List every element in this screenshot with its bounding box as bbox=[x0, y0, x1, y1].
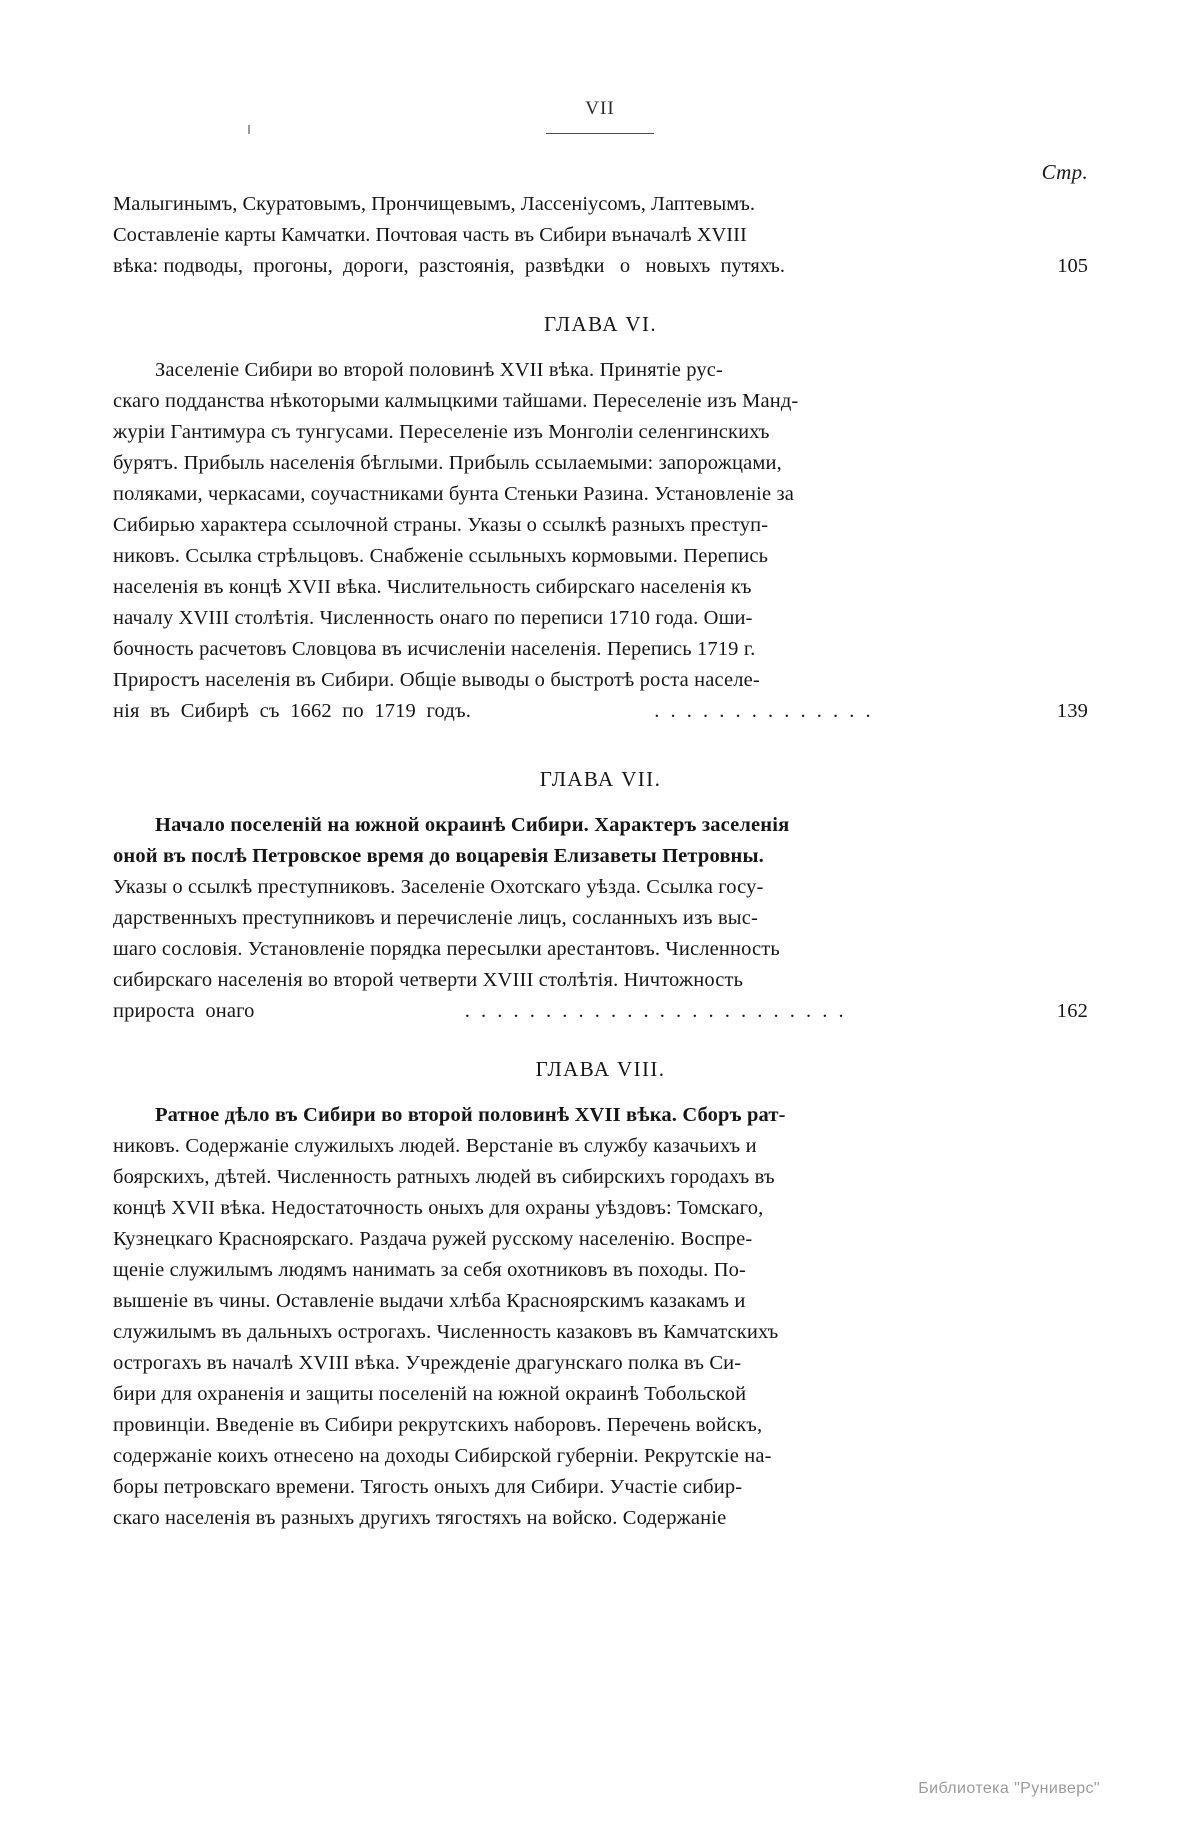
toc-line: бири для охраненія и защиты поселеній на южной окраинѣ Тобольской bbox=[113, 1383, 747, 1405]
toc-line: провинціи. Введеніе въ Сибири рекрутскихъ наборовъ. Перечень войскъ, bbox=[113, 1414, 763, 1436]
toc-line: Составленіе карты Камчатки. Почтовая часть въ Сибири въначалѣ XVIII bbox=[113, 224, 747, 246]
page-folio: VII bbox=[585, 98, 615, 119]
toc-line: бурятъ. Прибыль населенія бѣглыми. Прибыль ссылаемыми: запорожцами, bbox=[113, 452, 782, 474]
toc-line: вышеніе въ чины. Оставленіе выдачи хлѣба Красноярскимъ казакамъ и bbox=[113, 1290, 746, 1312]
toc-line: боярскихъ, дѣтей. Численность ратныхъ людей въ сибирскихъ городахъ въ bbox=[113, 1166, 775, 1188]
toc-line-text: прироста онаго bbox=[113, 1000, 255, 1022]
toc-entry-chapter-vi bbox=[113, 355, 1088, 727]
toc-line-text: нія въ Сибирѣ съ 1662 по 1719 годъ. bbox=[113, 700, 471, 722]
library-watermark: Библиотека "Руниверс" bbox=[918, 1780, 1100, 1797]
toc-line: Малыгинымъ, Скуратовымъ, Прончищевымъ, Лассеніусомъ, Лаптевымъ. bbox=[113, 193, 755, 215]
toc-line: никовъ. Ссылка стрѣльцовъ. Снабженіе ссыльныхъ кормовыми. Перепись bbox=[113, 545, 769, 567]
toc-leader-dots: . . . . . . . . . . . . . . bbox=[654, 700, 874, 722]
toc-line: скаго подданства нѣкоторыми калмыцкими тайшами. Переселеніе изъ Манд- bbox=[113, 390, 799, 412]
toc-line: содержаніе коихъ отнесено на доходы Сибирской губерніи. Рекрутскіе на- bbox=[113, 1445, 772, 1467]
toc-line: бочность расчетовъ Словцова въ исчисленіи населенія. Перепись 1719 г. bbox=[113, 638, 756, 660]
toc-line: поляками, черкасами, соучастниками бунта Стеньки Разина. Установленіе за bbox=[113, 483, 794, 505]
chapter-heading-vii: ГЛАВА VII. bbox=[539, 767, 662, 791]
toc-line: Кузнецкаго Красноярскаго. Раздача ружей русскому населенію. Воспре- bbox=[113, 1228, 753, 1250]
column-header-page: Стр. bbox=[1041, 160, 1088, 184]
toc-line: острогахъ въ началѣ XVIII вѣка. Учрежденіе драгунскаго полка въ Си- bbox=[113, 1352, 742, 1374]
chapter-heading-vi: ГЛАВА VI. bbox=[543, 312, 658, 336]
toc-line: оной въ послѣ Петровское время до воцаревія Елизаветы Петровны. bbox=[113, 845, 764, 867]
toc-line-with-pageref bbox=[113, 696, 1088, 727]
toc-line: боры петровскаго времени. Тягость оныхъ для Сибири. Участіе сибир- bbox=[113, 1476, 743, 1498]
toc-page-number: 162 bbox=[1056, 1000, 1088, 1022]
toc-line: шаго сословія. Установленіе порядка пересылки арестантовъ. Численность bbox=[113, 938, 780, 960]
table-of-contents bbox=[113, 160, 1088, 1534]
toc-page-number: 105 bbox=[1057, 255, 1088, 277]
toc-line: журіи Гантимура съ тунгусами. Переселеніе изъ Монголіи селенгинскихъ bbox=[113, 421, 770, 443]
toc-line: дарственныхъ преступниковъ и перечисленіе лицъ, сосланныхъ изъ выс- bbox=[113, 907, 758, 929]
toc-page-number: 139 bbox=[1056, 700, 1088, 722]
toc-line-with-pageref bbox=[113, 996, 1088, 1027]
toc-line: служилымъ въ дальныхъ острогахъ. Численность казаковъ въ Камчатскихъ bbox=[113, 1321, 779, 1343]
toc-entry-intro bbox=[113, 189, 1088, 282]
toc-line: концѣ XVII вѣка. Недостаточность оныхъ для охраны уѣздовъ: Томскаго, bbox=[113, 1197, 764, 1219]
toc-line: скаго населенія въ разныхъ другихъ тягостяхъ на войско. Содержаніе bbox=[113, 1507, 727, 1529]
toc-line: началу XVIII столѣтія. Численность онаго по переписи 1710 года. Оши- bbox=[113, 607, 753, 629]
toc-line: Начало поселеній на южной окраинѣ Сибири. Характеръ заселенія bbox=[155, 814, 790, 836]
chapter-heading-viii: ГЛАВА VIII. bbox=[535, 1057, 666, 1081]
toc-line: Заселеніе Сибири во второй половинѣ XVII вѣка. Принятіе рус- bbox=[155, 359, 724, 381]
toc-line: щеніе служилымъ людямъ нанимать за себя охотниковъ въ походы. По- bbox=[113, 1259, 747, 1281]
toc-line: никовъ. Содержаніе служилыхъ людей. Верстаніе въ службу казачьихъ и bbox=[113, 1135, 757, 1157]
toc-line: Приростъ населенія въ Сибири. Общіе выводы о быстротѣ роста населе- bbox=[113, 669, 760, 691]
toc-line: Указы о ссылкѣ преступниковъ. Заселеніе Охотскаго уѣзда. Ссылка госу- bbox=[113, 876, 764, 898]
toc-line: Ратное дѣло въ Сибири во второй половинѣ XVII вѣка. Сборъ рат- bbox=[155, 1104, 786, 1126]
toc-leader-dots: . . . . . . . . . . . . . . . . . . . . . . . . bbox=[464, 1000, 847, 1022]
toc-entry-chapter-vii bbox=[113, 810, 1088, 1027]
toc-entry-chapter-viii bbox=[113, 1100, 1088, 1534]
toc-line-with-pageref bbox=[113, 251, 1088, 282]
toc-line: Сибирью характера ссылочной страны. Указы о ссылкѣ разныхъ преступ- bbox=[113, 514, 769, 536]
header-divider bbox=[546, 133, 654, 134]
scan-artifact bbox=[248, 125, 250, 134]
toc-line: сибирскаго населенія во второй четверти XVIII столѣтія. Ничтожность bbox=[113, 969, 744, 991]
toc-line-text: вѣка: подводы, прогоны, дороги, разстоянія, развѣдки о новыхъ путяхъ. bbox=[113, 255, 786, 277]
toc-line: населенія въ концѣ XVII вѣка. Числительность сибирскаго населенія къ bbox=[113, 576, 752, 598]
